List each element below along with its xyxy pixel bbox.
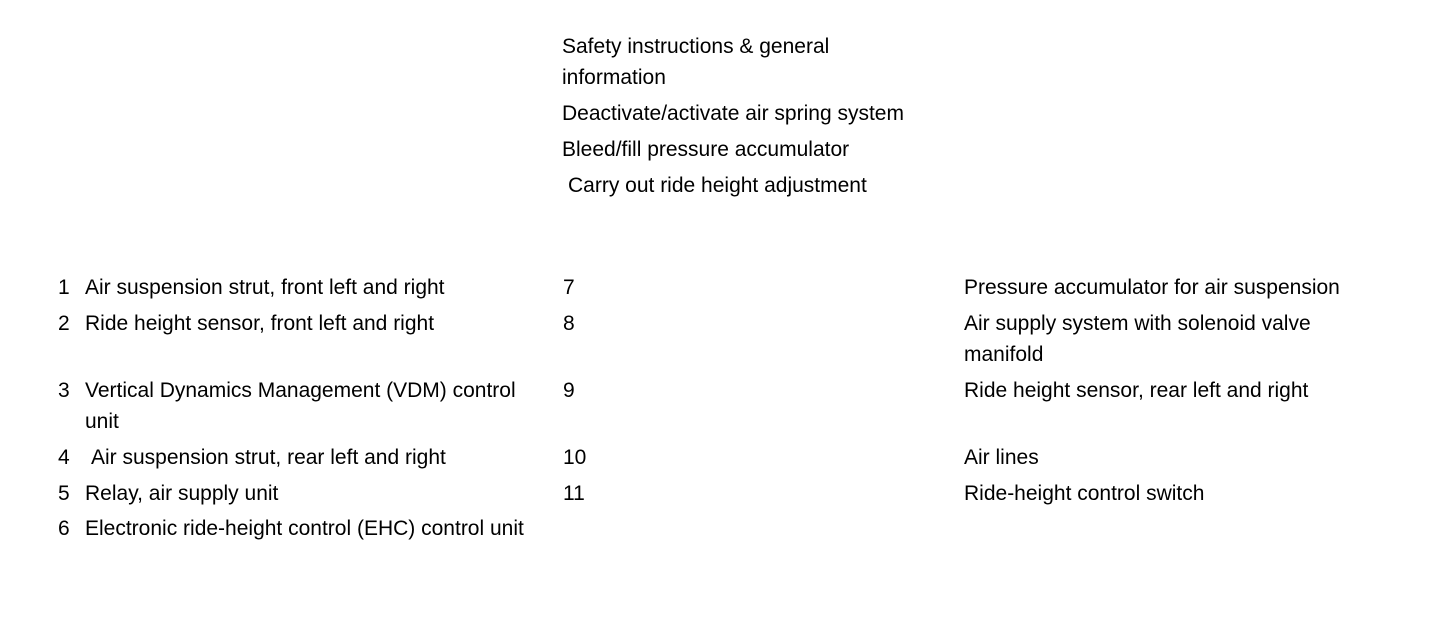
legend-number: 4: [58, 446, 70, 469]
legend-number: 3: [58, 379, 70, 402]
legend-text: Vertical Dynamics Management (VDM) control unit: [85, 379, 516, 433]
link-ride-height-adjustment[interactable]: Carry out ride height adjustment: [568, 174, 867, 197]
legend-number: 5: [58, 482, 70, 505]
link-safety-instructions[interactable]: Safety instructions & general information: [562, 35, 830, 89]
legend-text: Air lines: [964, 446, 1039, 469]
legend-number: 11: [563, 482, 585, 505]
legend-text: Relay, air supply unit: [85, 482, 279, 505]
legend-number: 1: [58, 276, 70, 299]
legend-number: 6: [58, 517, 70, 540]
legend-text: Pressure accumulator for air suspension: [964, 276, 1340, 299]
legend-text: Air suspension strut, rear left and right: [91, 446, 446, 469]
legend-text: Ride height sensor, rear left and right: [964, 379, 1309, 402]
legend-number: 7: [563, 276, 575, 299]
legend-number: 8: [563, 312, 575, 335]
legend-text: Ride height sensor, front left and right: [85, 312, 435, 335]
legend-text: Air suspension strut, front left and right: [85, 276, 445, 299]
procedure-links: [562, 31, 922, 206]
legend-number: 10: [563, 446, 587, 469]
link-bleed-fill-accumulator[interactable]: Bleed/fill pressure accumulator: [562, 138, 850, 161]
legend-text: Electronic ride-height control (EHC) control unit: [85, 517, 524, 540]
legend-text: Air supply system with solenoid valve manifold: [964, 312, 1311, 366]
legend-number: 9: [563, 379, 575, 402]
legend-number: 2: [58, 312, 70, 335]
legend-text: Ride-height control switch: [964, 482, 1205, 505]
link-deactivate-air-spring[interactable]: Deactivate/activate air spring system: [562, 102, 904, 125]
